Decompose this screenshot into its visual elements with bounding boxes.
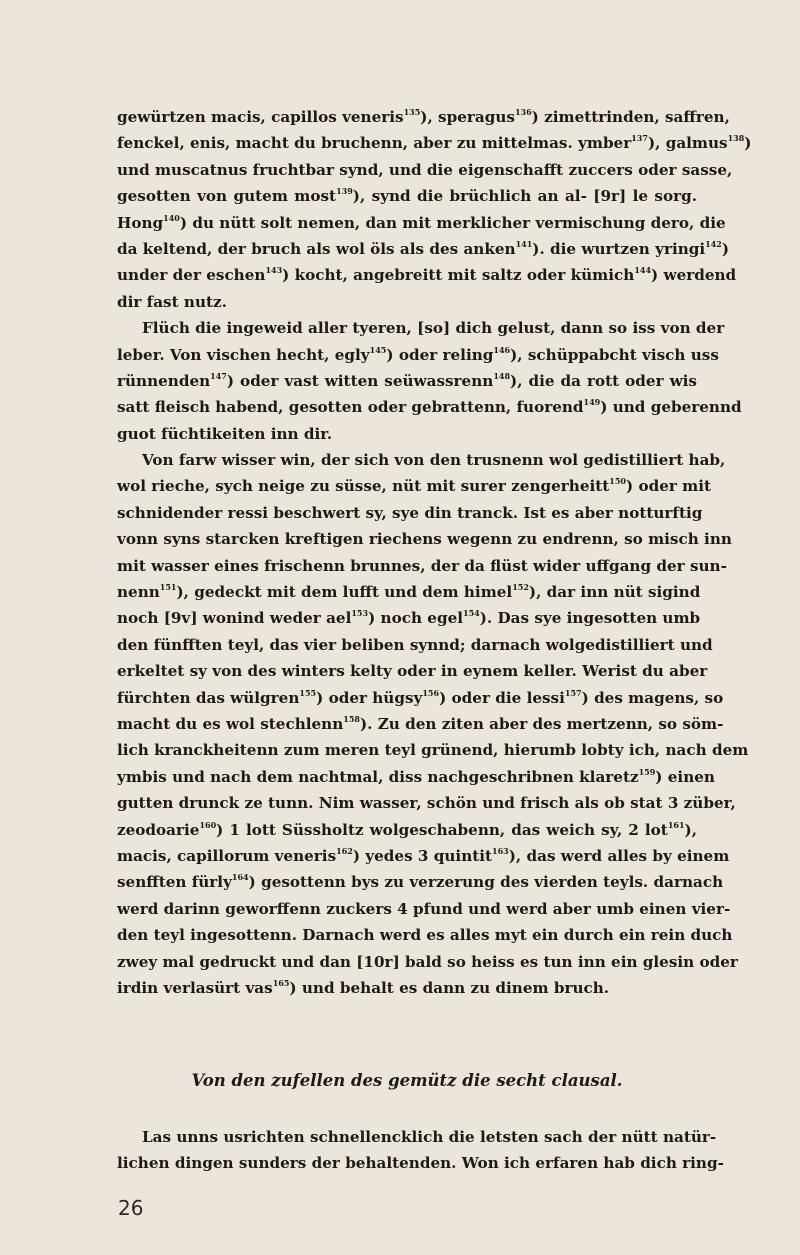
text-line: satt fleisch habend, gesotten oder gebrattenn, fuorend$^{149}$) und geberennd: [117, 397, 742, 417]
text-line: nenn$^{151}$), gedeckt mit dem lufft und dem himel$^{152}$), dar inn nüt sigind: [117, 582, 701, 602]
footnote-ref: 148: [493, 370, 511, 381]
text-line: werd darinn geworffenn zuckers 4 pfund und werd aber umb einen vier-: [117, 899, 731, 918]
footnote-ref: 137: [631, 133, 648, 144]
footnote-ref: 135: [403, 107, 421, 117]
text-line: vonn syns starcken kreftigen riechens wegenn zu endrenn, so misch inn: [117, 530, 732, 549]
text-line: fenckel, enis, macht du bruchenn, aber zu mittelmas. ymber$^{137}$), galmus$^{138}$): [117, 133, 752, 153]
footnote-ref: 146: [493, 344, 511, 355]
page-number: 26: [118, 1196, 144, 1220]
section-heading: Von den zufellen des gemütz die secht clausal.: [191, 1071, 623, 1090]
footnote-ref: 156: [422, 687, 440, 698]
footnote-ref: 155: [299, 687, 317, 698]
footnote-ref: 157: [564, 687, 582, 698]
footnote-ref: 150: [609, 476, 626, 487]
footnote-ref: 158: [343, 713, 360, 724]
footnote-ref: 153: [351, 608, 369, 619]
text-line: lich kranckheitenn zum meren teyl grünend, hierumb lobty ich, nach dem: [117, 741, 749, 760]
footnote-ref: 164: [231, 872, 249, 883]
text-line: erkeltet sy von des winters kelty oder in eynem keller. Werist du aber: [117, 662, 708, 681]
text-line: macis, capillorum veneris$^{162}$) yedes 3 quintit$^{163}$), das werd alles by einem: [117, 845, 730, 865]
text-line: zwey mal gedruckt und dan [10r] bald so heiss es tun inn ein glesin oder: [117, 952, 738, 971]
footnote-ref: 139: [336, 186, 353, 197]
text-line: lichen dingen sunders der behaltenden. Won ich erfaren hab dich ring-: [117, 1154, 724, 1173]
text-line: gutten drunck ze tunn. Nim wasser, schön und frisch als ob stat 3 züber,: [117, 794, 736, 813]
text-line: Von farw wisser win, der sich von den trusnenn wol gedistilliert hab,: [142, 451, 726, 470]
footnote-ref: 154: [463, 608, 480, 619]
footnote-ref: 149: [583, 397, 601, 408]
text-line: guot füchtikeiten inn dir.: [117, 424, 333, 443]
body-text-continued: [117, 1124, 724, 1177]
text-line: rünnenden$^{147}$) oder vast witten seüwassrenn$^{148}$), die da rott oder wis: [117, 370, 697, 390]
footnote-ref: 152: [512, 582, 529, 593]
text-line: und muscatnus fruchtbar synd, und die eigenschafft zuccers oder sasse,: [117, 160, 733, 179]
footnote-ref: 141: [515, 238, 533, 249]
text-line: irdin verlasürt vas$^{165}$) und behalt es dann zu dinem bruch.: [117, 977, 610, 997]
text-line: under der eschen$^{143}$) kocht, angebreitt mit saltz oder kümich$^{144}$) werdend: [117, 265, 737, 285]
footnote-ref: 160: [199, 819, 217, 830]
footnote-ref: 162: [336, 845, 353, 856]
text-line: senfften fürly$^{164}$) gesottenn bys zu verzerung des vierden teyls. darnach: [117, 872, 724, 892]
text-line: mit wasser eines frischenn brunnes, der da flüst wider uffgang der sun-: [117, 556, 727, 575]
text-line: Flüch die ingeweid aller tyeren, [so] dich gelust, dann so iss von der: [142, 319, 725, 338]
text-line: Hong$^{140}$) du nütt solt nemen, dan mit merklicher vermischung dero, die: [117, 212, 726, 232]
footnote-ref: 143: [265, 265, 283, 276]
footnote-ref: 163: [492, 845, 509, 856]
text-line: dir fast nutz.: [117, 292, 227, 311]
footnote-ref: 161: [667, 819, 685, 830]
body-text: [117, 104, 752, 1001]
text-line: wol rieche, sych neige zu süsse, nüt mit surer zengerheitt$^{150}$) oder mit: [117, 476, 712, 496]
footnote-ref: 151: [159, 582, 177, 593]
footnote-ref: 144: [634, 265, 652, 276]
text-line: ymbis und nach dem nachtmal, diss nachgeschribnen klaretz$^{159}$) einen: [117, 766, 715, 786]
text-line: den teyl ingesottenn. Darnach werd es alles myt ein durch ein rein duch: [117, 926, 733, 945]
footnote-ref: 138: [727, 133, 745, 144]
text-line: zeodoarie$^{160}$) 1 lott Süssholtz wolgeschabenn, das weich sy, 2 lot$^{161}$),: [117, 819, 697, 839]
text-line: gewürtzen macis, capillos veneris$^{135}$), speragus$^{136}$) zimettrinden, saffren,: [117, 107, 730, 126]
text-line: Las unns usrichten schnellencklich die letsten sach der nütt natür-: [142, 1128, 717, 1146]
footnote-ref: 145: [369, 344, 387, 355]
text-line: macht du es wol stechlenn$^{158}$). Zu den ziten aber des mertzenn, so söm-: [117, 713, 724, 733]
footnote-ref: 142: [705, 238, 722, 249]
footnote-ref: 165: [272, 977, 290, 988]
text-line: schnidender ressi beschwert sy, sye din tranck. Ist es aber notturftig: [117, 503, 703, 522]
footnote-ref: 159: [638, 766, 656, 777]
text-line: leber. Von vischen hecht, egly$^{145}$) oder reling$^{146}$), schüppabcht visch uss: [117, 344, 719, 364]
text-line: da keltend, der bruch als wol öls als des anken$^{141}$). die wurtzen yringi$^{142}$): [117, 238, 730, 258]
footnote-ref: 136: [514, 107, 532, 117]
text-line: fürchten das wülgren$^{155}$) oder hügsy$^{156}$) oder die lessi$^{157}$) des magens, so: [117, 687, 724, 707]
text-line: noch [9v] wonind weder ael$^{153}$) noch egel$^{154}$). Das sye ingesotten umb: [117, 608, 701, 628]
footnote-ref: 140: [163, 212, 180, 223]
text-line: den fünfften teyl, das vier beliben synnd; darnach wolgedistilliert und: [117, 635, 713, 654]
footnote-ref: 147: [210, 370, 227, 381]
text-line: gesotten von gutem most$^{139}$), synd die brüchlich an al- [9r] le sorg.: [117, 186, 698, 206]
